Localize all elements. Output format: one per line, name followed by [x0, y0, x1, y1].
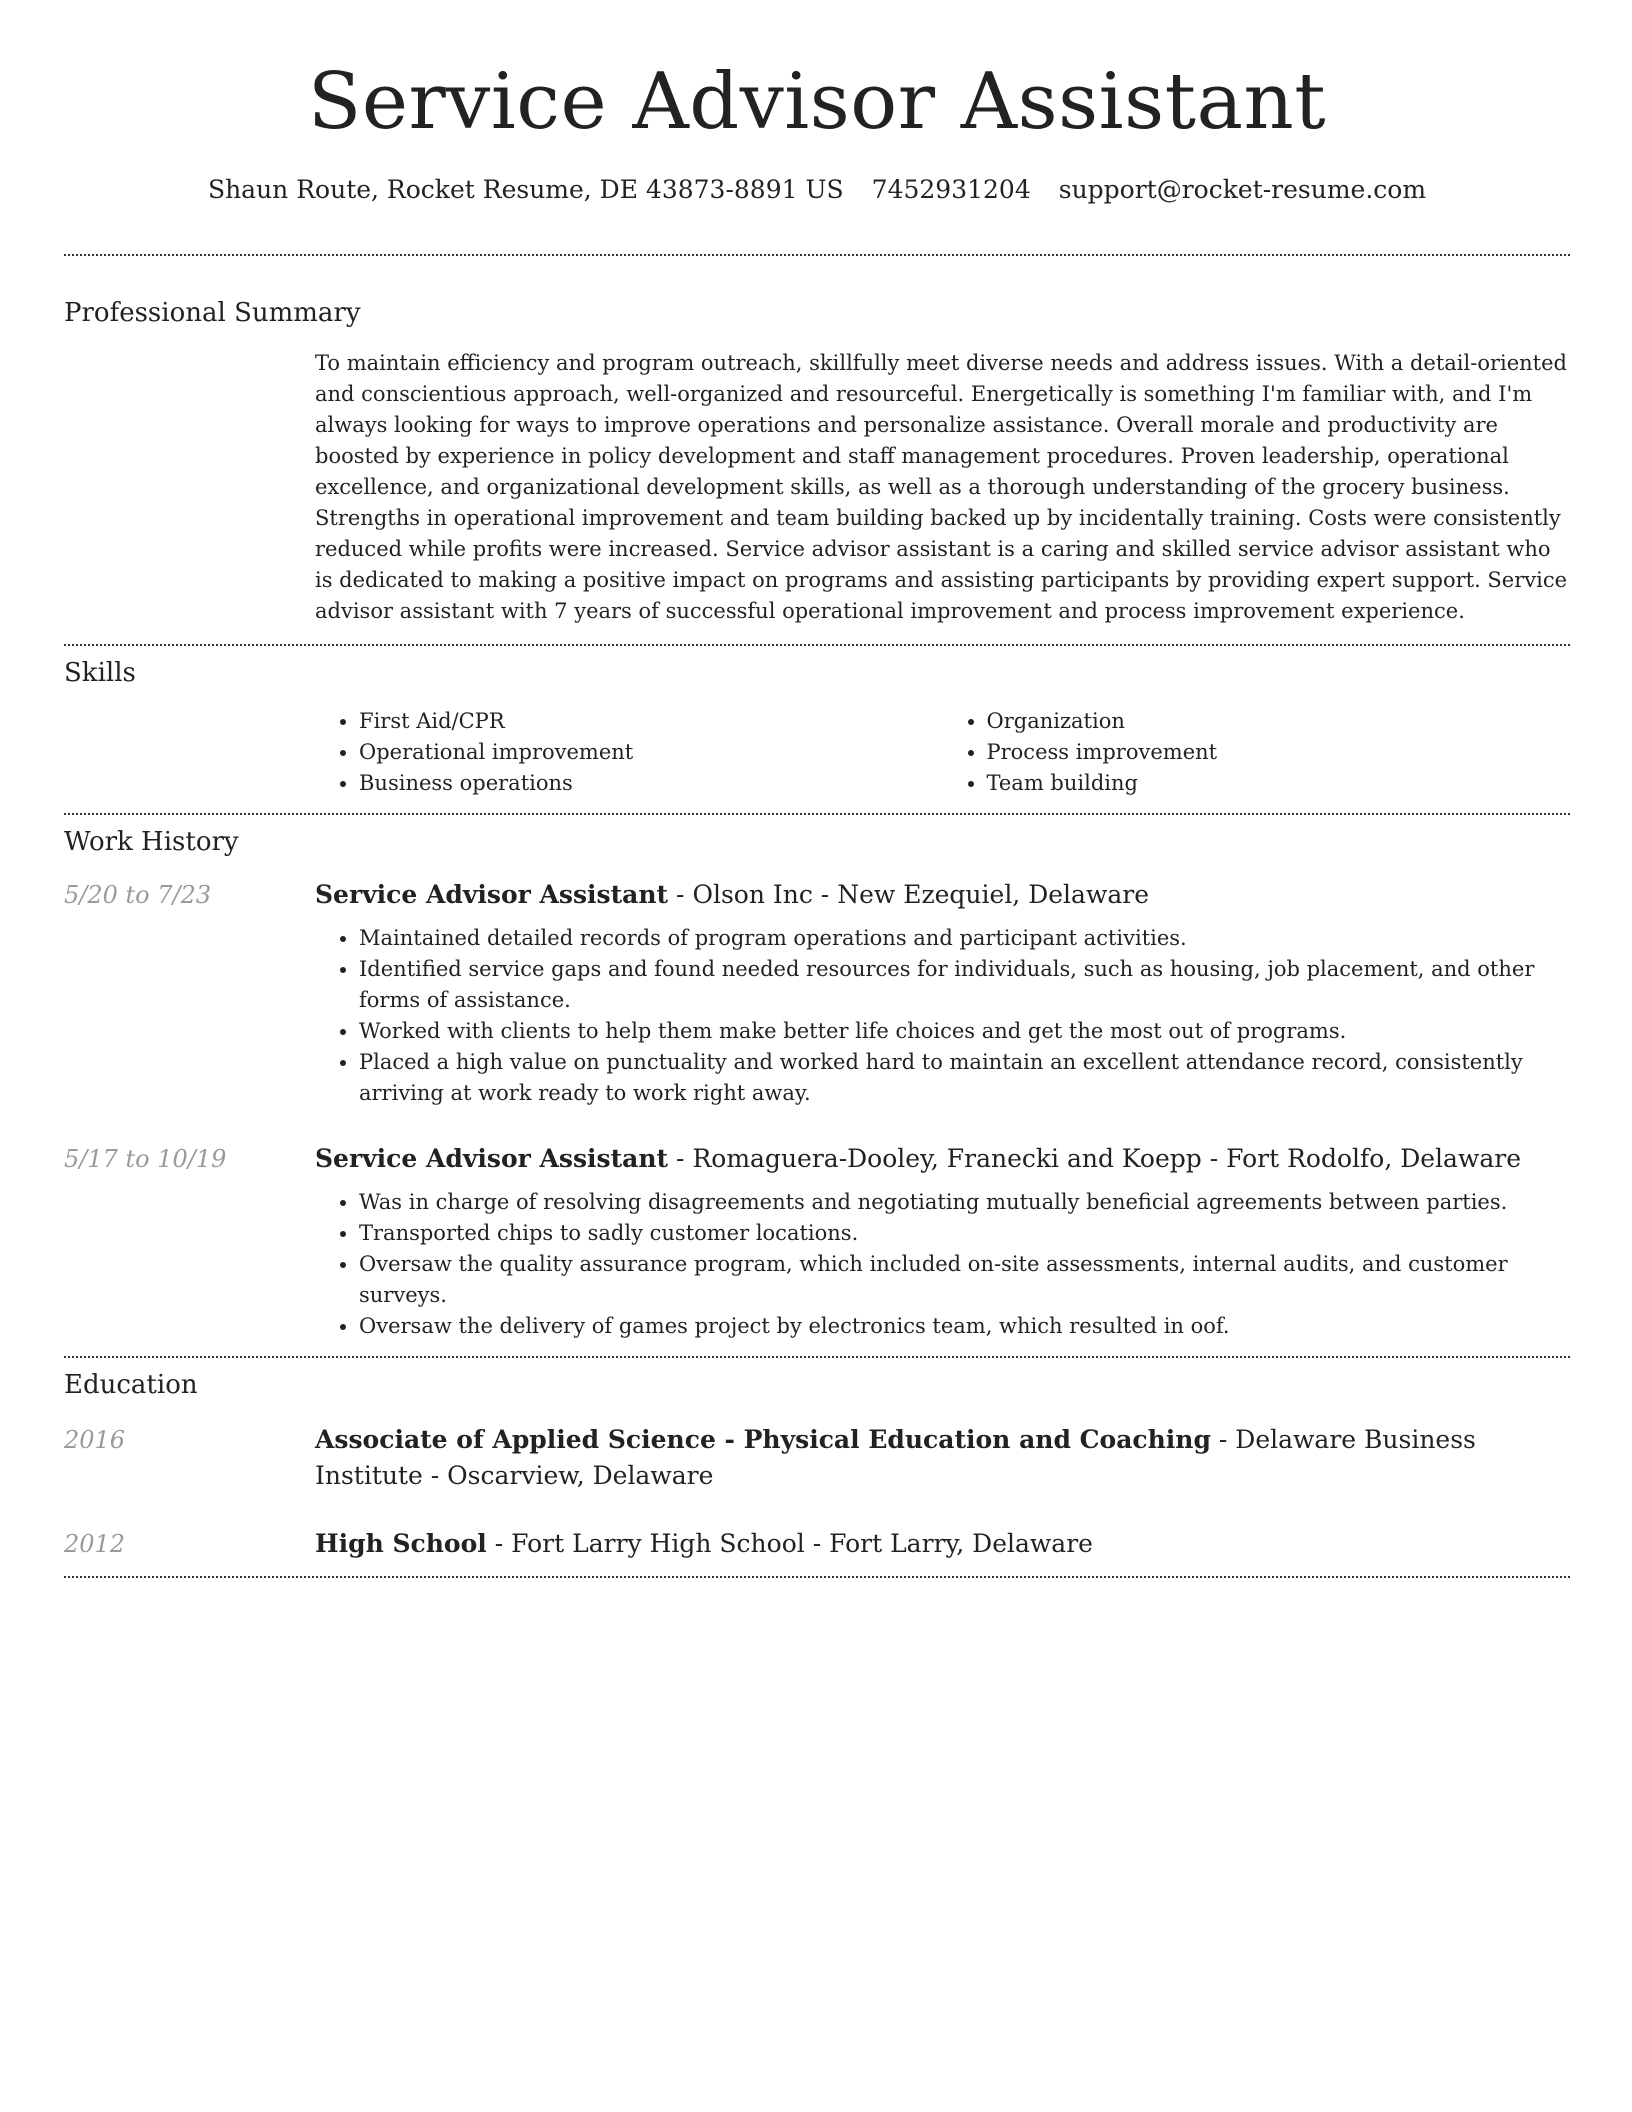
job-title	[315, 1141, 1570, 1177]
job-employer: - Olson Inc - New Ezequiel, Delaware	[668, 880, 1149, 909]
job-bullet: • Worked with clients to help them make better life choices and get the most out of programs.	[359, 1016, 1570, 1047]
skill-item: • Organization	[987, 706, 1571, 737]
job-dates: 5/17 to 10/19	[64, 1145, 227, 1173]
education-year: 2016	[64, 1426, 126, 1454]
job-bullet: • Oversaw the delivery of games project by electronics team, which resulted in oof.	[359, 1311, 1570, 1342]
skills-row	[64, 706, 1570, 799]
summary-row	[64, 348, 1570, 627]
education-entry	[64, 1526, 1570, 1562]
summary-text: To maintain efficiency and program outreach, skillfully meet diverse needs and address issues. With a detail-oriented and conscientious approach, well-organized and resourceful. Energetically is something I'm familiar with, and I'm always looking for ways to improve operations and personalize assistance. Overall morale and productivity are boosted by experience in policy development and staff management procedures. Proven leadership, operational excellence, and organizational development skills, as well as a thorough understanding of the grocery business. Strengths in operational improvement and team building backed up by incidentally training. Costs were consistently reduced while profits were increased. Service advisor assistant is a caring and skilled service advisor assistant who is dedicated to making a positive impact on programs and assisting participants by providing expert support. Service advisor assistant with 7 years of successful operational improvement and process improvement experience.	[315, 351, 1568, 623]
contact-address: Shaun Route, Rocket Resume, DE 43873-8891 US	[207, 175, 844, 204]
contact-line	[64, 170, 1570, 210]
summary-heading: Professional Summary	[64, 298, 361, 328]
job-bullet: • Identified service gaps and found needed resources for individuals, such as housing, job placement, and other forms of assistance.	[359, 954, 1570, 1016]
skills-section	[64, 646, 1570, 815]
skills-column-right	[943, 706, 1571, 799]
skills-list	[315, 706, 1570, 799]
education-entry	[64, 1422, 1570, 1494]
work-section	[64, 815, 1570, 1358]
skill-item: • Team building	[987, 768, 1571, 799]
candidate-name: Service Advisor Assistant	[307, 57, 1327, 147]
summary-section	[64, 256, 1570, 646]
job-title	[315, 877, 1570, 913]
education-degree: Associate of Applied Science - Physical Education and Coaching	[315, 1425, 1211, 1454]
skill-item: • Operational improvement	[359, 737, 943, 768]
job-bullet: • Was in charge of resolving disagreements and negotiating mutually beneficial agreements between parties.	[359, 1187, 1570, 1218]
job-bullet: • Maintained detailed records of program operations and participant activities.	[359, 923, 1570, 954]
contact-phone: 7452931204	[871, 175, 1031, 204]
skills-column-left	[315, 706, 943, 799]
education-title	[315, 1422, 1570, 1494]
skill-item: • Business operations	[359, 768, 943, 799]
job-employer: - Romaguera-Dooley, Franecki and Koepp - Fort Rodolfo, Delaware	[668, 1144, 1522, 1173]
job-role: Service Advisor Assistant	[315, 880, 669, 909]
job-dates: 5/20 to 7/23	[64, 881, 212, 909]
education-title	[315, 1526, 1570, 1562]
contact-email[interactable]: support@rocket-resume.com	[1058, 175, 1427, 204]
education-heading: Education	[64, 1370, 198, 1400]
skill-item: • Process improvement	[987, 737, 1571, 768]
work-heading: Work History	[64, 827, 239, 857]
resume-page	[64, 0, 1570, 1578]
job-bullet: • Placed a high value on punctuality and worked hard to maintain an excellent attendance record, consistently arriving at work ready to work right away.	[359, 1047, 1570, 1109]
job-bullet: • Oversaw the quality assurance program, which included on-site assessments, internal audits, and customer surveys.	[359, 1249, 1570, 1311]
job-bullet: • Transported chips to sadly customer locations.	[359, 1218, 1570, 1249]
education-school: - Delaware Business Institute - Oscarview, Delaware	[315, 1425, 1476, 1490]
skill-item: • First Aid/CPR	[359, 706, 943, 737]
education-degree: High School	[315, 1529, 487, 1558]
education-school: - Fort Larry High School - Fort Larry, Delaware	[486, 1529, 1093, 1558]
education-section	[64, 1358, 1570, 1578]
education-year: 2012	[64, 1530, 126, 1558]
job-bullets	[315, 1187, 1570, 1342]
job-role: Service Advisor Assistant	[315, 1144, 669, 1173]
job-entry	[64, 877, 1570, 1109]
skills-heading: Skills	[64, 658, 136, 688]
education-divider	[64, 1576, 1570, 1578]
job-entry	[64, 1141, 1570, 1342]
job-bullets	[315, 923, 1570, 1109]
